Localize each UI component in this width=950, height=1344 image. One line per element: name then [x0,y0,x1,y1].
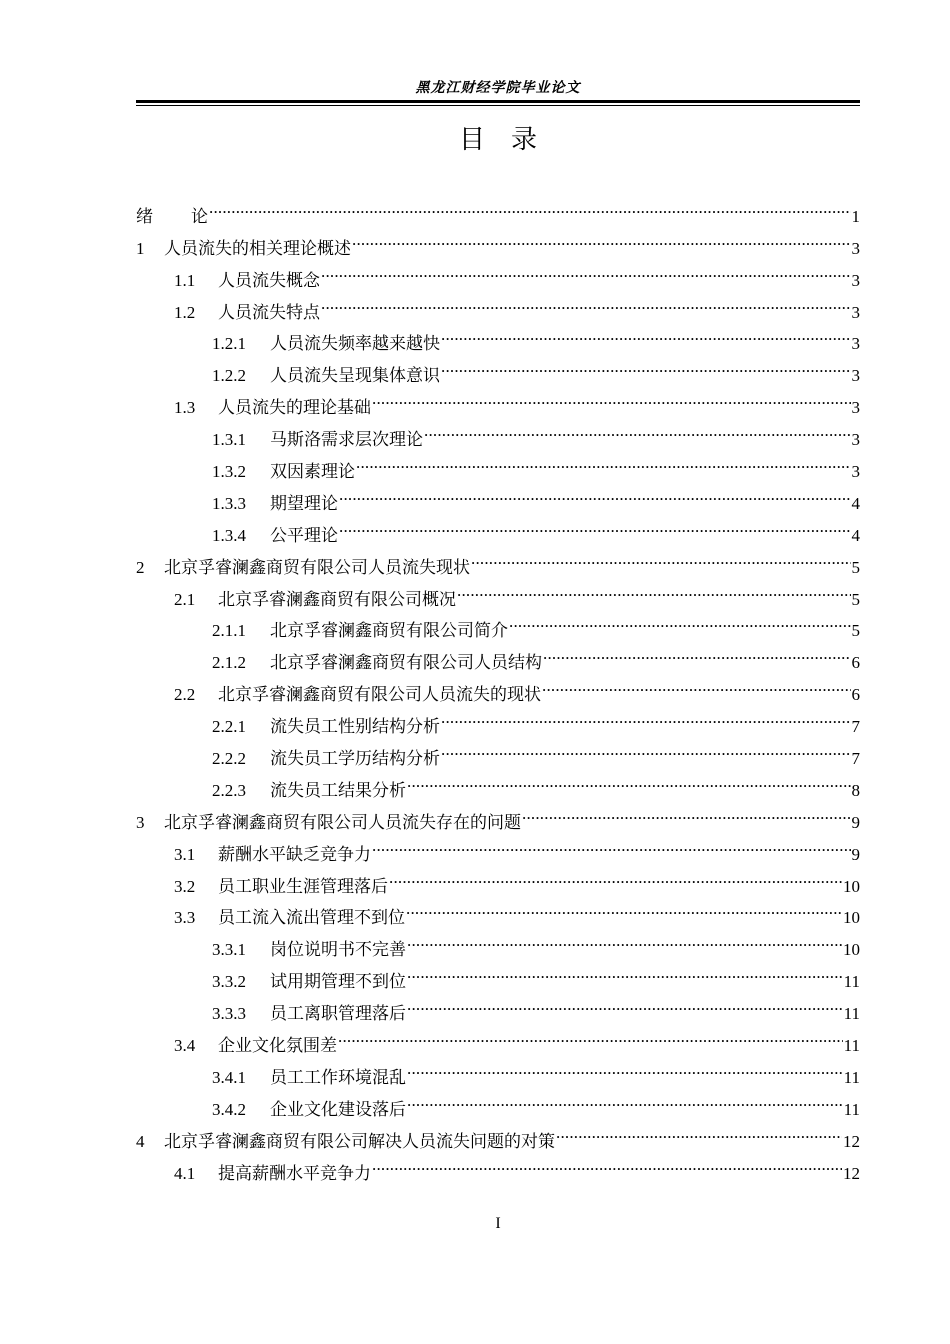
toc-entry-label: 流失员工性别结构分析 [270,717,440,737]
toc-entry-number: 3.3.3 [212,1004,246,1024]
toc-leader-dots [407,1051,843,1083]
toc-entry-page: 3 [851,238,860,258]
toc-entry-number: 3.3.2 [212,972,246,992]
toc-leader-dots [471,541,851,573]
toc-entry-label: 员工流入流出管理不到位 [218,908,405,928]
toc-entry-number: 3.4.2 [212,1099,246,1119]
toc-entry-number: 3.4 [174,1036,196,1056]
toc-entry-number: 1.3.3 [212,493,246,513]
toc-leader-dots [407,923,842,955]
toc-entry-number: 3.2 [174,876,196,896]
toc-leader-dots [372,828,851,860]
toc-leader-dots [407,764,851,796]
toc-entry-page: 10 [843,908,860,928]
toc-leader-dots [209,190,851,222]
toc-leader-dots [543,636,851,668]
toc-leader-dots [372,381,851,413]
toc-entry-number: 1.3.2 [212,462,246,482]
toc-entry-number: 2.2 [174,685,196,705]
toc-entry-label: 绪论 [136,206,208,226]
toc-entry-page: 9 [851,844,860,864]
toc-entry-label: 流失员工结果分析 [270,780,406,800]
toc-entry-page: 3 [851,334,860,354]
toc-entry-label: 北京孚睿澜鑫商贸有限公司人员流失的现状 [218,685,541,705]
toc-entry-page: 1 [851,206,860,226]
toc-leader-dots [372,1147,842,1179]
toc-leader-dots [556,1115,842,1147]
toc-entry-number: 1.3.4 [212,525,246,545]
toc-entry-number: 1.1 [174,270,196,290]
toc-entry-page: 12 [843,1163,860,1183]
toc-entry-number: 4.1 [174,1163,196,1183]
toc-entry-intro[interactable] [136,190,860,226]
toc-leader-dots [424,413,851,445]
toc-entry-page: 7 [851,749,860,769]
toc-entry-number: 3.4.1 [212,1067,246,1087]
page-number: I [495,1215,501,1232]
toc-leader-dots [441,700,851,732]
toc-entry-page: 3 [851,462,860,482]
toc-entry-page: 10 [843,876,860,896]
toc-entry-number: 1 [136,238,145,258]
toc-entry-page: 10 [843,940,860,960]
toc-entry-page: 3 [851,366,860,386]
toc-leader-dots [321,286,851,318]
toc-entry-number: 2.1.2 [212,653,246,673]
toc-entry-label: 人员流失频率越来越快 [270,334,440,354]
toc-entry-label: 流失员工学历结构分析 [270,749,440,769]
toc-leader-dots [389,860,842,892]
toc-entry-number: 2.1.1 [212,621,246,641]
toc-entry-page: 11 [843,1067,860,1087]
toc-entry-label: 人员流失呈现集体意识 [270,366,440,386]
toc-leader-dots [441,732,851,764]
toc-entry-label: 公平理论 [270,525,338,545]
toc-title: 目 录 [458,125,537,154]
header-rule-thick [136,100,860,103]
toc-leader-dots [406,892,842,924]
toc-leader-dots [407,987,843,1019]
toc-entry-page: 5 [851,589,860,609]
toc-entry-page: 11 [843,1036,860,1056]
toc-entry-label: 薪酬水平缺乏竞争力 [218,844,371,864]
toc-entry-page: 7 [851,717,860,737]
toc-entry-label: 双因素理论 [270,462,355,482]
toc-entry-number: 3.1 [174,844,196,864]
toc-entry-label: 人员流失特点 [218,302,320,322]
toc-entry-number: 2.2.3 [212,780,246,800]
toc-entry-page: 3 [851,430,860,450]
toc-entry[interactable] [136,222,860,258]
toc-leader-dots [457,573,851,605]
toc-entry-page: 12 [843,1131,860,1151]
toc-leader-dots [352,222,851,254]
toc-entry-number: 1.2.1 [212,334,246,354]
toc-entry-number: 2.2.1 [212,717,246,737]
toc-entry-number: 2.1 [174,589,196,609]
header-rule-thin [136,105,860,106]
toc-entry-number: 2.2.2 [212,749,246,769]
toc-leader-dots [321,254,851,286]
toc-entry-label: 北京孚睿澜鑫商贸有限公司人员流失现状 [164,557,470,577]
toc-entry-label: 人员流失概念 [218,270,320,290]
toc-entry-number: 4 [136,1131,145,1151]
toc-leader-dots [407,1083,843,1115]
toc-list [136,190,860,1183]
toc-entry-page: 11 [843,1099,860,1119]
toc-entry-label: 提高薪酬水平竞争力 [218,1163,371,1183]
toc-entry-page: 3 [851,398,860,418]
toc-entry-number: 1.2.2 [212,366,246,386]
toc-entry-label: 北京孚睿澜鑫商贸有限公司解决人员流失问题的对策 [164,1131,555,1151]
toc-entry-label: 北京孚睿澜鑫商贸有限公司简介 [270,621,508,641]
toc-entry-page: 11 [843,972,860,992]
toc-entry-number: 1.3 [174,398,196,418]
toc-entry-label: 期望理论 [270,493,338,513]
toc-entry-page: 3 [851,270,860,290]
toc-entry-page: 4 [851,525,860,545]
toc-entry-label: 员工工作环境混乱 [270,1067,406,1087]
toc-entry-label: 马斯洛需求层次理论 [270,430,423,450]
toc-entry-number: 2 [136,557,145,577]
toc-leader-dots [339,509,851,541]
toc-leader-dots [542,668,851,700]
running-header: 黑龙江财经学院毕业论文 [415,81,581,96]
toc-entry-page: 4 [851,493,860,513]
toc-leader-dots [338,1019,843,1051]
toc-leader-dots [407,955,843,987]
toc-entry-label: 北京孚睿澜鑫商贸有限公司人员结构 [270,653,542,673]
toc-entry-page: 9 [851,812,860,832]
toc-entry-label: 员工离职管理落后 [270,1004,406,1024]
toc-entry-number: 3 [136,812,145,832]
toc-entry-page: 6 [851,685,860,705]
toc-entry-number: 3.3 [174,908,196,928]
toc-entry-label: 北京孚睿澜鑫商贸有限公司人员流失存在的问题 [164,812,521,832]
toc-entry-label: 试用期管理不到位 [270,972,406,992]
toc-leader-dots [356,445,851,477]
toc-entry-label: 企业文化氛围差 [218,1036,337,1056]
toc-entry-page: 5 [851,621,860,641]
toc-entry-label: 员工职业生涯管理落后 [218,876,388,896]
toc-entry-number: 1.2 [174,302,196,322]
toc-entry-number: 3.3.1 [212,940,246,960]
toc-entry-page: 5 [851,557,860,577]
toc-entry-page: 6 [851,653,860,673]
toc-entry-page: 11 [843,1004,860,1024]
toc-entry-number: 1.3.1 [212,430,246,450]
toc-leader-dots [522,796,851,828]
toc-entry-label: 企业文化建设落后 [270,1099,406,1119]
toc-leader-dots [509,605,851,637]
toc-leader-dots [441,318,851,350]
toc-entry-label: 人员流失的相关理论概述 [164,238,351,258]
toc-entry-label: 岗位说明书不完善 [270,940,406,960]
toc-leader-dots [441,349,851,381]
toc-entry-label: 北京孚睿澜鑫商贸有限公司概况 [218,589,456,609]
toc-leader-dots [339,477,851,509]
toc-entry-page: 8 [851,780,860,800]
toc-entry-page: 3 [851,302,860,322]
toc-entry-label: 人员流失的理论基础 [218,398,371,418]
